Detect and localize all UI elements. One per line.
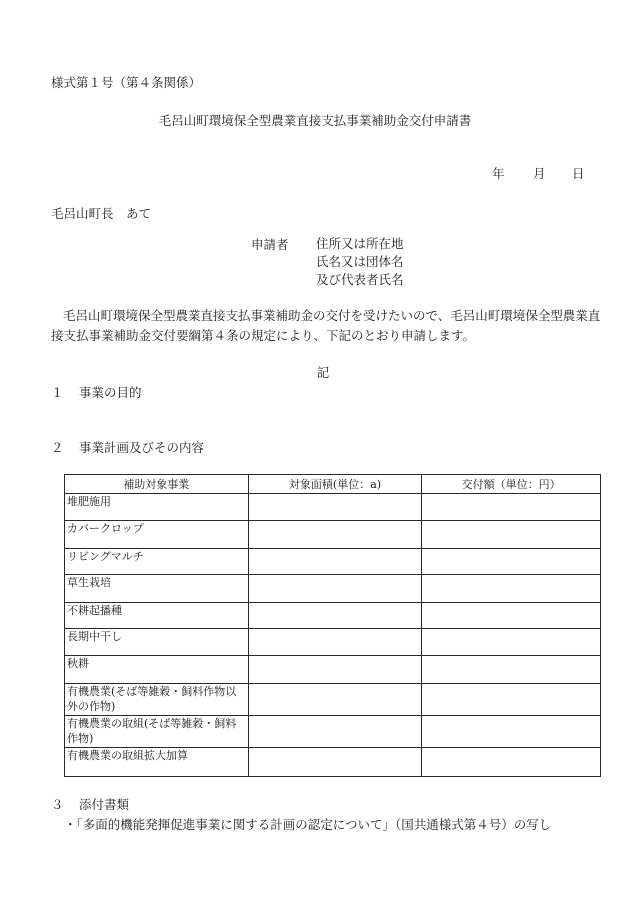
row-project-name: 有機農業(そば等雑穀・飼料作物以外の作物) xyxy=(65,684,249,716)
addressee: 毛呂山町長 あて xyxy=(51,206,152,221)
row-project-name: カバークロップ xyxy=(65,521,249,549)
row-project-name: 長期中干し xyxy=(65,629,249,656)
table-row xyxy=(65,549,601,575)
row-area-cell[interactable] xyxy=(248,656,422,684)
document-title: 毛呂山町環境保全型農業直接支払事業補助金交付申請書 xyxy=(158,113,472,128)
row-amount-cell[interactable] xyxy=(422,549,601,575)
table-row xyxy=(65,521,601,549)
section-title: 添付書類 xyxy=(79,797,130,812)
section-title: 事業計画及びその内容 xyxy=(79,440,205,455)
date-day-label: 日 xyxy=(572,166,585,181)
row-amount-cell[interactable] xyxy=(422,575,601,603)
section-number: ２ xyxy=(51,440,64,455)
row-amount-cell[interactable] xyxy=(422,656,601,684)
row-area-cell[interactable] xyxy=(248,575,422,603)
row-project-name: 草生栽培 xyxy=(65,575,249,603)
table-header-row xyxy=(65,475,601,494)
attachment-item: ・「多面的機能発揮促進事業に関する計画の認定について」（国共通様式第４号）の写し xyxy=(64,817,552,832)
table-row xyxy=(65,748,601,777)
applicant-label: 申請者 xyxy=(251,237,289,252)
ki-heading: 記 xyxy=(316,365,330,380)
table-row xyxy=(65,716,601,748)
row-project-name: 有機農業の取組拡大加算 xyxy=(65,748,249,777)
row-amount-cell[interactable] xyxy=(422,629,601,656)
table-row xyxy=(65,656,601,684)
table-row xyxy=(65,684,601,716)
applicant-field-address: 住所又は所在地 xyxy=(316,236,404,251)
row-area-cell[interactable] xyxy=(248,684,422,716)
row-area-cell[interactable] xyxy=(248,716,422,748)
row-area-cell[interactable] xyxy=(248,748,422,777)
row-amount-cell[interactable] xyxy=(422,603,601,629)
row-area-cell[interactable] xyxy=(248,494,422,521)
table-row xyxy=(65,575,601,603)
plan-table xyxy=(64,474,601,777)
header-project: 補助対象事業 xyxy=(65,475,249,494)
section-attachments xyxy=(51,795,129,813)
row-amount-cell[interactable] xyxy=(422,684,601,716)
table-row xyxy=(65,494,601,521)
applicant-field-representative: 及び代表者氏名 xyxy=(316,272,404,287)
applicant-fields xyxy=(316,235,404,289)
row-project-name: 秋耕 xyxy=(65,656,249,684)
row-area-cell[interactable] xyxy=(248,521,422,549)
row-area-cell[interactable] xyxy=(248,629,422,656)
row-area-cell[interactable] xyxy=(248,549,422,575)
row-amount-cell[interactable] xyxy=(422,716,601,748)
date-year-label: 年 xyxy=(492,166,505,181)
row-area-cell[interactable] xyxy=(248,603,422,629)
row-project-name: リビングマルチ xyxy=(65,549,249,575)
row-project-name: 不耕起播種 xyxy=(65,603,249,629)
section-number: １ xyxy=(51,385,64,400)
table-row xyxy=(65,629,601,656)
header-amount: 交付額（単位：円） xyxy=(422,475,601,494)
table-row xyxy=(65,603,601,629)
applicant-field-name: 氏名又は団体名 xyxy=(316,254,404,269)
header-area: 対象面積(単位：a) xyxy=(248,475,422,494)
row-project-name: 有機農業の取組(そば等雑穀・飼料作物) xyxy=(65,716,249,748)
row-amount-cell[interactable] xyxy=(422,494,601,521)
application-statement: 毛呂山町環境保全型農業直接支払事業補助金の交付を受けたいので、毛呂山町環境保全型農業直接支払事業補助金交付要綱第４条の規定により、下記のとおり申請します。 xyxy=(51,308,601,343)
row-amount-cell[interactable] xyxy=(422,748,601,777)
section-number: ３ xyxy=(51,797,64,812)
form-number: 様式第１号（第４条関係） xyxy=(51,75,202,90)
section-plan xyxy=(51,438,204,456)
date-month-label: 月 xyxy=(533,166,546,181)
row-amount-cell[interactable] xyxy=(422,521,601,549)
section-purpose xyxy=(51,383,142,401)
row-project-name: 堆肥施用 xyxy=(65,494,249,521)
section-title: 事業の目的 xyxy=(79,385,142,400)
